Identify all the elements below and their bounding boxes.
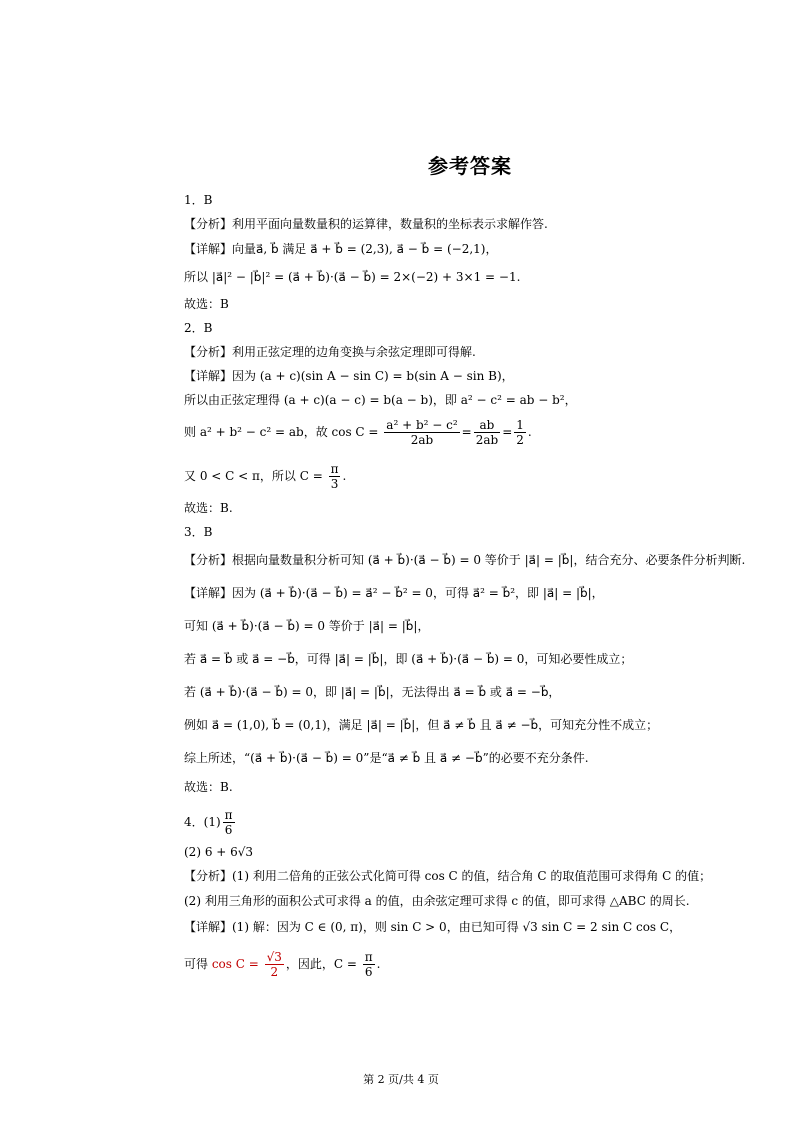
detail-1: 【详解】向量a⃗, b⃗ 满足 a⃗ + b⃗ = (2,3), a⃗ − b⃗ = (−2,1)， (184, 242, 498, 256)
detail-4: 【详解】(1) 解：因为 C ∈ (0, π)，则 sin C > 0，由已知可得 √3 sin C = 2 sin C cos C， (184, 920, 682, 934)
detail-3: 【详解】因为 (a⃗ + b⃗)·(a⃗ − b⃗) = a⃗² − b⃗² = 0，可得 a⃗² = b⃗²，即 |a⃗| = |b⃗|， (184, 586, 604, 600)
detail-2-line-2: 所以由正弦定理得 (a + c)(a − c) = b(a − b)，即 a² − c² = ab − b²， (184, 393, 577, 407)
detail-2-line-3: 则 a² + b² − c² = ab，故 cos C = $\frac{\text{a² + b² − c²}}{2ab}$ = $\frac{ab}{2ab}$ = $\frac{1}{2}$ . (184, 418, 532, 447)
detail-3-line-4: 若 (a⃗ + b⃗)·(a⃗ − b⃗) = 0，即 |a⃗| = |b⃗|，无法得出 a⃗ = b⃗ 或 a⃗ = −b⃗， (184, 685, 561, 699)
choice-2: 故选：B. (184, 501, 233, 515)
detail-3-line-2: 可知 (a⃗ + b⃗)·(a⃗ − b⃗) = 0 等价于 |a⃗| = |b⃗|， (184, 619, 430, 633)
detail-3-line-5: 例如 a⃗ = (1,0), b⃗ = (0,1)，满足 |a⃗| = |b⃗|，但 a⃗ ≠ b⃗ 且 a⃗ ≠ −b⃗，可知充分性不成立； (184, 718, 659, 732)
analysis-4-part-1: 【分析】(1) 利用二倍角的正弦公式化简可得 cos C 的值，结合角 C 的取值范围可求得角 C 的值； (184, 869, 712, 883)
detail-3-summary: 综上所述，“(a⃗ + b⃗)·(a⃗ − b⃗) = 0”是“a⃗ ≠ b⃗ 且 a⃗ ≠ −b⃗”的必要不充分条件. (184, 751, 589, 765)
answer-3: 3．B (184, 525, 213, 539)
analysis-1: 【分析】利用平面向量数量积的运算律，数量积的坐标表示求解作答. (184, 217, 548, 231)
detail-4-line-2: 可得 cos C = $\frac{√3}{2}$ ，因此，C = $\frac{\pi}{6}$ . (184, 950, 381, 979)
detail-2-line-4: 又 0 < C < π，所以 C = $\frac{\pi}{3}$ . (184, 462, 347, 491)
answer-4-part-1: 4．(1) $\frac{\pi}{6}$ (184, 808, 233, 837)
choice-3: 故选：B. (184, 780, 233, 794)
analysis-2: 【分析】利用正弦定理的边角变换与余弦定理即可得解. (184, 345, 476, 359)
answer-2: 2．B (184, 321, 213, 335)
analysis-4-part-2: (2) 利用三角形的面积公式可求得 a 的值，由余弦定理可求得 c 的值，即可求得 △ABC 的周长. (184, 894, 690, 908)
answer-4-part-2: (2) 6 + 6√3 (184, 845, 254, 859)
detail-2: 【详解】因为 (a + c)(sin A − sin C) = b(sin A − sin B)， (184, 369, 514, 383)
choice-1: 故选：B (184, 297, 229, 311)
answer-1: 1．B (184, 193, 213, 207)
detail-1-line-2: 所以 |a⃗|² − |b⃗|² = (a⃗ + b⃗)·(a⃗ − b⃗) = 2×(−2) + 3×1 = −1. (184, 270, 521, 284)
analysis-3: 【分析】根据向量数量积分析可知 (a⃗ + b⃗)·(a⃗ − b⃗) = 0 等价于 |a⃗| = |b⃗|，结合充分、必要条件分析判断. (184, 553, 746, 567)
page-number: 第 2 页/共 4 页 (363, 1073, 439, 1086)
detail-3-line-3: 若 a⃗ = b⃗ 或 a⃗ = −b⃗，可得 |a⃗| = |b⃗|，即 (a⃗ + b⃗)·(a⃗ − b⃗) = 0，可知必要性成立； (184, 652, 633, 666)
page-footer (0, 1071, 794, 1087)
page-title: 参考答案 (428, 154, 512, 178)
